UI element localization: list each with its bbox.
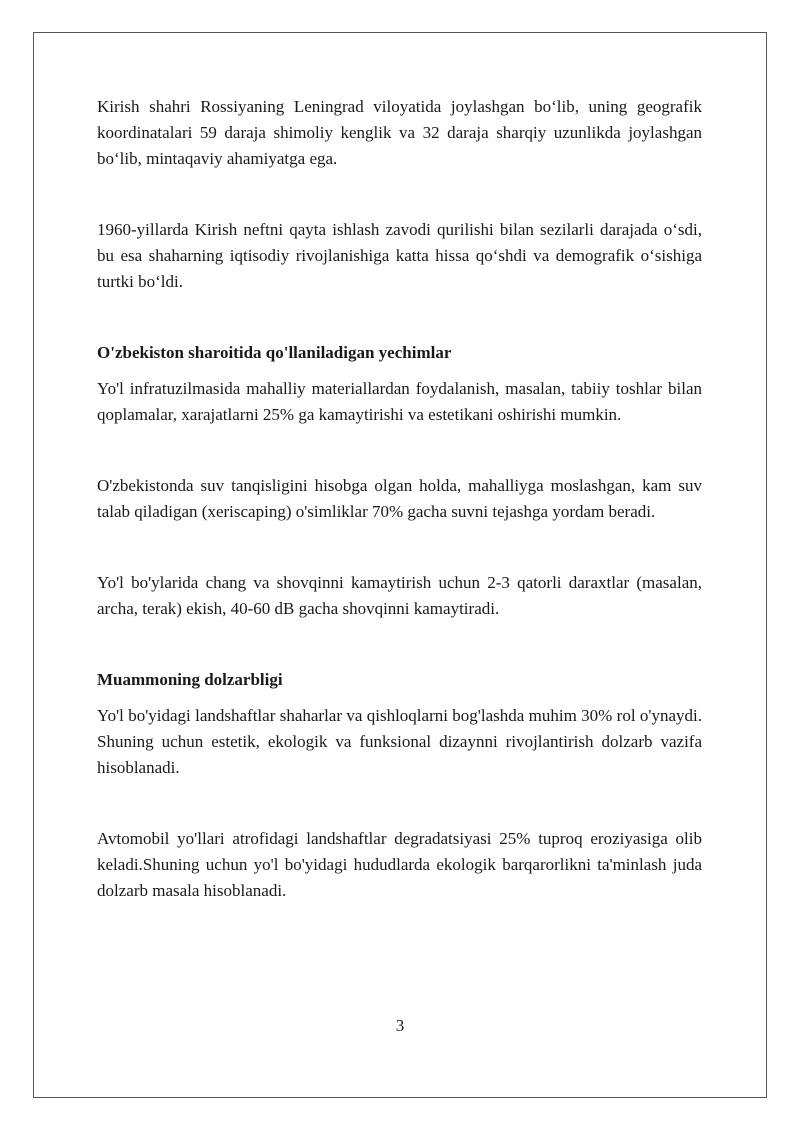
paragraph-relevance-degradation: Avtomobil yo'llari atrofidagi landshaftlar degradatsiyasi 25% tuproq eroziyasiga olib keladi.Shuning uchun yo'l bo'yidagi hududlarda ekologik barqarorlikni ta'minlash juda dolzarb masala hisoblanadi. [97, 829, 702, 900]
page-number: 3 [395, 1016, 405, 1035]
paragraph-kirish-location: Kirish shahri Rossiyaning Leningrad viloyatida joylashgan bo‘lib, uning geografik koordinatalari 59 daraja shimoliy kenglik va 32 daraja sharqiy uzunlikda joylashgan bo‘lib, mintaqaviy ahamiyatga ega. [97, 97, 702, 168]
heading-relevance: Muammoning dolzarbligi [97, 670, 283, 689]
document-body [97, 94, 702, 904]
paragraph-kirish-history: 1960-yillarda Kirish neftni qayta ishlash zavodi qurilishi bilan sezilarli darajada o‘sdi, bu esa shaharning iqtisodiy rivojlanishiga katta hissa qo‘shdi va demografik o‘sishiga turtki bo‘ldi. [97, 220, 702, 291]
paragraph-solution-materials: Yo'l infratuzilmasida mahalliy materiallardan foydalanish, masalan, tabiiy toshlar bilan qoplamalar, xarajatlarni 25% ga kamaytirishi va estetikani oshirishi mumkin. [97, 379, 702, 424]
paragraph-solution-trees: Yo'l bo'ylarida chang va shovqinni kamaytirish uchun 2-3 qatorli daraxtlar (masalan, archa, terak) ekish, 40-60 dB gacha shovqinni kamaytiradi. [97, 573, 702, 618]
paragraph-relevance-landscapes: Yo'l bo'yidagi landshaftlar shaharlar va qishloqlarni bog'lashda muhim 30% rol o'ynaydi. Shuning uchun estetik, ekologik va funksional dizaynni rivojlantirish dolzarb vazifa hisoblanadi. [97, 706, 702, 777]
heading-solutions: O'zbekiston sharoitida qo'llaniladigan yechimlar [97, 343, 452, 362]
paragraph-solution-xeriscaping: O'zbekistonda suv tanqisligini hisobga olgan holda, mahalliyga moslashgan, kam suv talab qiladigan (xeriscaping) o'simliklar 70% gacha suvni tejashga yordam beradi. [97, 476, 702, 521]
